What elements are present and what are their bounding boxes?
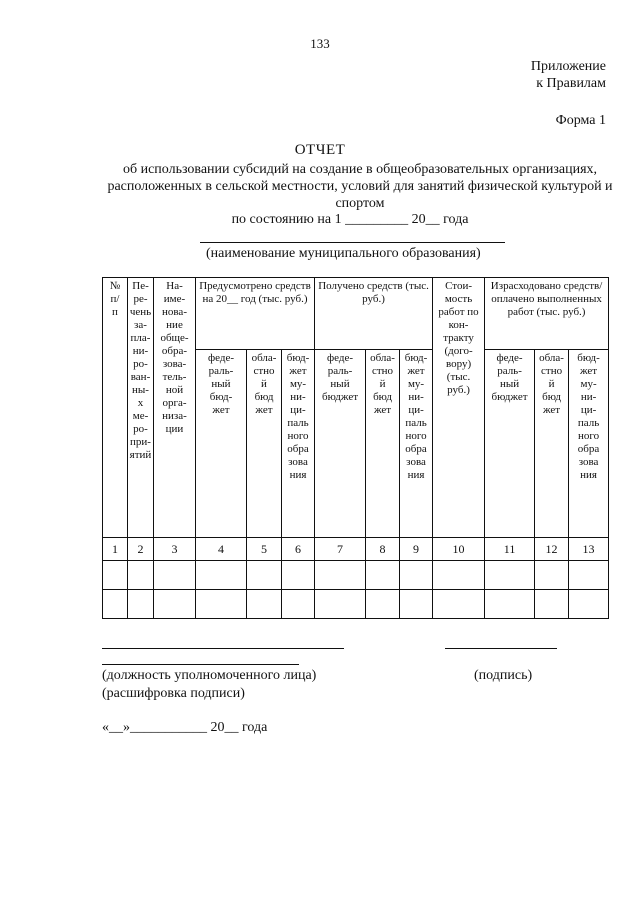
- header-planned-federal: феде- раль- ный бюд- жет: [196, 350, 247, 538]
- table-cell[interactable]: [433, 590, 485, 619]
- table-cell[interactable]: [196, 561, 247, 590]
- header-spent-federal: феде- раль- ный бюджет: [485, 350, 535, 538]
- table-cell[interactable]: [196, 590, 247, 619]
- position-label: (должность уполномоченного лица): [102, 668, 317, 683]
- table-row: [103, 590, 609, 619]
- column-number: 6: [282, 538, 315, 561]
- header-row-1: [103, 278, 609, 350]
- header-planned-funds: Предусмотрено средств на 20__ год (тыс. руб.): [196, 278, 315, 350]
- as-of-date: по состоянию на 1 _________ 20__ года: [231, 212, 469, 227]
- table-cell[interactable]: [154, 590, 196, 619]
- header-planned-municipal: бюд- жет му- ни- ци- паль ного обра зова ния: [282, 350, 315, 538]
- signature-label: (подпись): [474, 668, 533, 683]
- table-cell[interactable]: [154, 561, 196, 590]
- header-received-municipal: бюд- жет му- ни- ци- паль ного обра зова ния: [400, 350, 433, 538]
- table-row: [103, 561, 609, 590]
- column-number: 2: [128, 538, 154, 561]
- column-number: 1: [103, 538, 128, 561]
- column-number: 7: [315, 538, 366, 561]
- header-spent-funds: Израсходовано средств/оплачено выполненных работ (тыс. руб.): [485, 278, 609, 350]
- municipality-label: (наименование муниципального образования): [206, 246, 481, 261]
- signature-decode-label: (расшифровка подписи): [102, 686, 245, 701]
- column-number: 11: [485, 538, 535, 561]
- report-title: ОТЧЕТ: [294, 142, 346, 158]
- table-cell[interactable]: [366, 561, 400, 590]
- table-cell[interactable]: [128, 561, 154, 590]
- table-cell[interactable]: [315, 561, 366, 590]
- page-number: 133: [310, 36, 330, 51]
- header-spent-regional: обла- стно й бюд жет: [535, 350, 569, 538]
- column-number: 10: [433, 538, 485, 561]
- table-cell[interactable]: [128, 590, 154, 619]
- signature-date: «__»___________ 20__ года: [102, 720, 268, 735]
- header-events: Пе- ре- чень за- пла- ни- ро- ван- ны- х ме- ро- при- ятий: [128, 278, 154, 538]
- table-cell[interactable]: [282, 590, 315, 619]
- signature-fill-line: [445, 648, 557, 649]
- column-number: 4: [196, 538, 247, 561]
- header-contract-cost: Стои- мость работ по кон- тракту (дого- вору) (тыс. руб.): [433, 278, 485, 538]
- table-cell[interactable]: [535, 590, 569, 619]
- position-fill-line-2: [102, 664, 299, 665]
- table-cell[interactable]: [103, 561, 128, 590]
- column-number: 13: [569, 538, 609, 561]
- header-organization: На- име- нова- ние обще- обра- зова- тель- ной орга- низа- ции: [154, 278, 196, 538]
- position-fill-line: [102, 648, 344, 649]
- municipality-fill-line: [200, 242, 505, 243]
- appendix-note: [531, 58, 606, 92]
- table-cell[interactable]: [535, 561, 569, 590]
- appendix-line-2: к Правилам: [536, 76, 606, 91]
- table-cell[interactable]: [569, 561, 609, 590]
- table-cell[interactable]: [400, 561, 433, 590]
- table-cell[interactable]: [103, 590, 128, 619]
- table-cell[interactable]: [400, 590, 433, 619]
- header-no: № п/ п: [103, 278, 128, 538]
- table-cell[interactable]: [366, 590, 400, 619]
- header-received-regional: обла- стно й бюд жет: [366, 350, 400, 538]
- table-cell[interactable]: [569, 590, 609, 619]
- column-number: 8: [366, 538, 400, 561]
- column-number: 5: [247, 538, 282, 561]
- header-planned-regional: обла- стно й бюд жет: [247, 350, 282, 538]
- table-cell[interactable]: [315, 590, 366, 619]
- column-number-row: [103, 538, 609, 561]
- form-label: Форма 1: [555, 113, 606, 128]
- table-cell[interactable]: [247, 561, 282, 590]
- table-cell[interactable]: [485, 561, 535, 590]
- table-cell[interactable]: [485, 590, 535, 619]
- header-spent-municipal: бюд- жет му- ни- ци- паль ного обра зова ния: [569, 350, 609, 538]
- report-table: [102, 277, 609, 619]
- column-number: 9: [400, 538, 433, 561]
- header-received-federal: феде- раль- ный бюджет: [315, 350, 366, 538]
- column-number: 12: [535, 538, 569, 561]
- appendix-line-1: Приложение: [530, 59, 606, 74]
- table-cell[interactable]: [433, 561, 485, 590]
- report-subtitle: об использовании субсидий на создание в общеобразовательных организациях, расположенных в сельской местности, условий для занятий физической культурой и спортом: [107, 162, 613, 211]
- table-cell[interactable]: [247, 590, 282, 619]
- header-received-funds: Получено средств (тыс. руб.): [315, 278, 433, 350]
- table-cell[interactable]: [282, 561, 315, 590]
- column-number: 3: [154, 538, 196, 561]
